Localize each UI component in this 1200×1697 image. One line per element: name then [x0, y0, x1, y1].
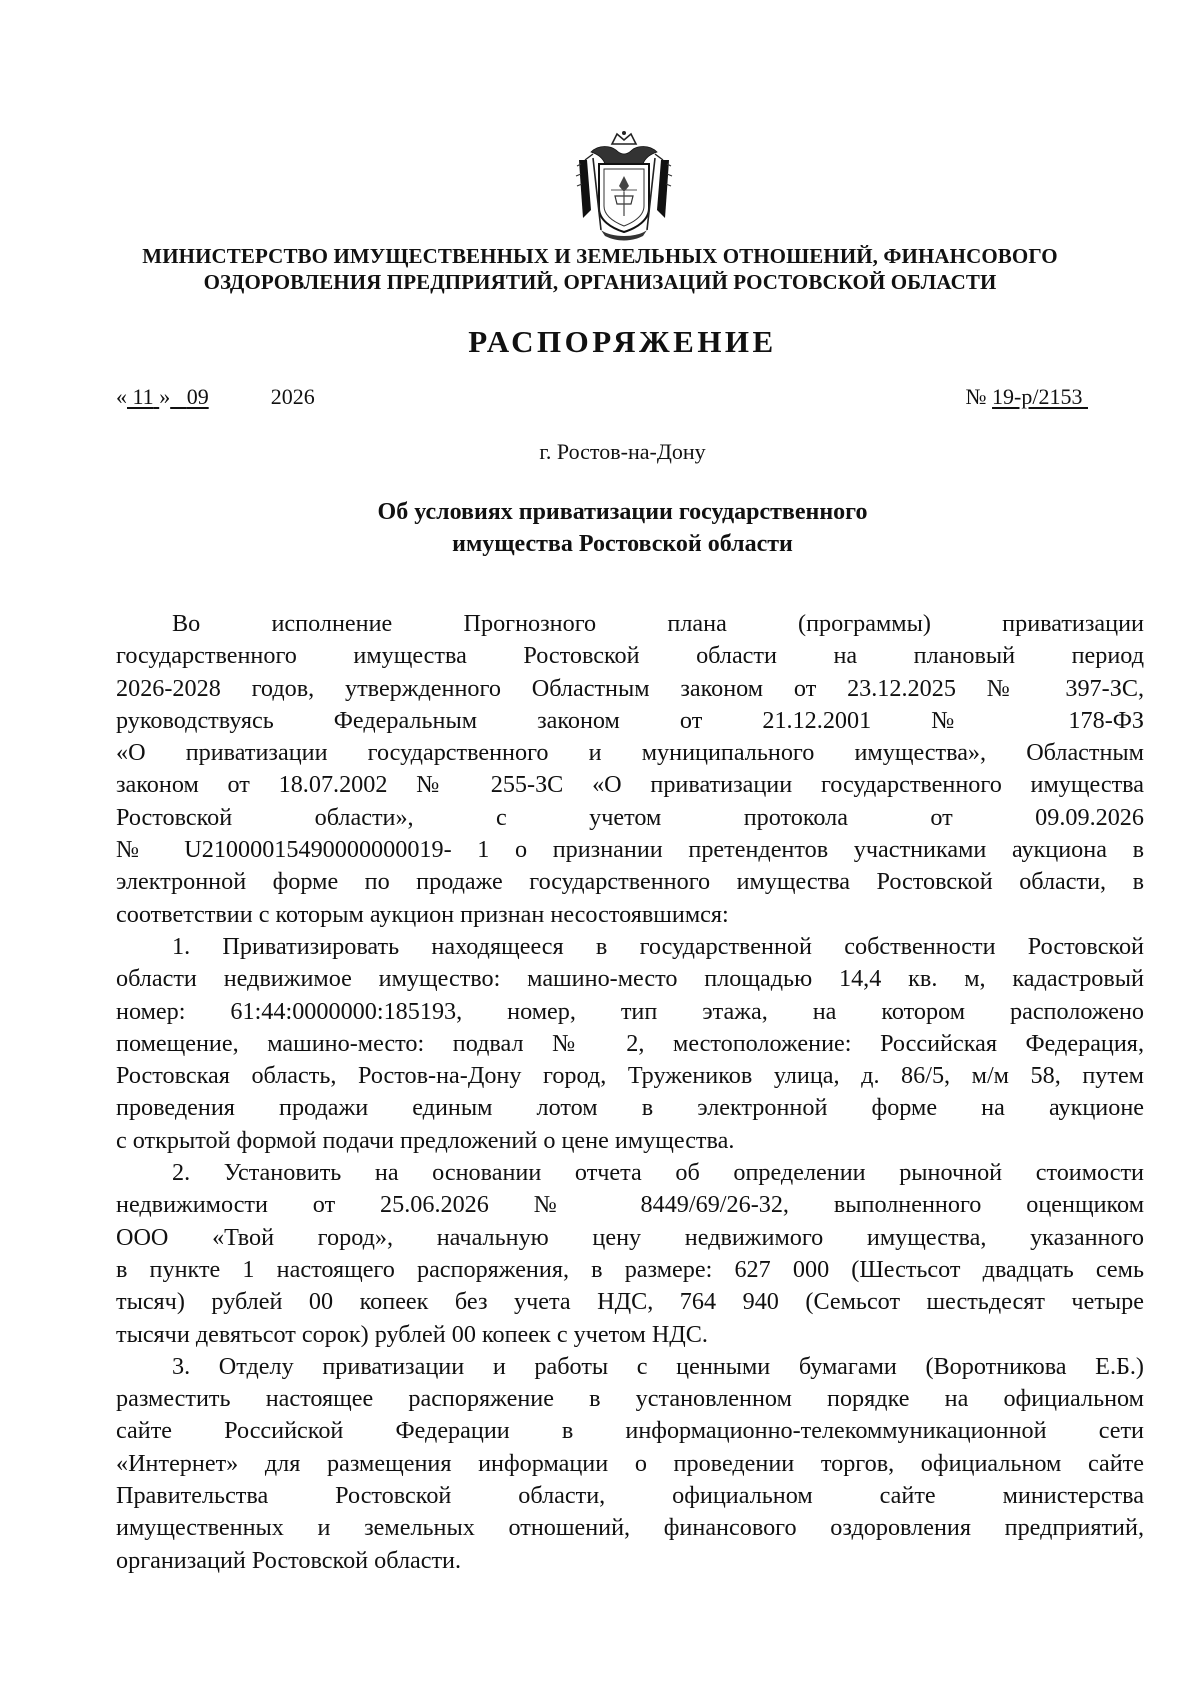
item-1-line: помещение, машино-место: подвал № 2, местоположение: Российская Федерация,	[116, 1029, 1144, 1057]
subject-line2: имущества Ростовской области	[452, 531, 793, 557]
item-1-line: проведения продажи единым лотом в электронной форме на аукционе	[116, 1094, 1144, 1122]
document-body	[116, 608, 1144, 1577]
paragraph-item-1	[116, 931, 1144, 1157]
item-1-line: 1. Приватизировать находящееся в государственной собственности Ростовской	[172, 932, 1144, 960]
preamble-line: 2026-2028 годов, утвержденного Областным законом от 23.12.2025 № 397-ЗС,	[116, 674, 1144, 702]
item-3-line: 3. Отделу приватизации и работы с ценными бумагами (Воротникова Е.Б.)	[172, 1352, 1144, 1380]
paragraph-item-2	[116, 1157, 1144, 1351]
item-2-line: тысяч) рублей 00 копеек без учета НДС, 764 940 (Семьсот шестьдесят четыре	[116, 1288, 1144, 1316]
date-year: 2026	[270, 384, 315, 409]
item-1-line: номер: 61:44:0000000:185193, номер, тип этажа, на котором расположено	[116, 997, 1144, 1025]
ministry-name-line2: ОЗДОРОВЛЕНИЯ ПРЕДПРИЯТИЙ, ОРГАНИЗАЦИЙ РОСТОВСКОЙ ОБЛАСТИ	[203, 270, 997, 294]
number-prefix: №	[965, 384, 987, 409]
date-month: 09	[186, 384, 209, 409]
date-close-quote: »	[159, 384, 171, 409]
preamble-line: государственного имущества Ростовской области на плановый период	[116, 642, 1144, 670]
coat-of-arms-icon	[571, 130, 677, 242]
ministry-name	[80, 243, 1120, 295]
document-city: г. Ростов-на-Дону	[539, 439, 706, 464]
number-value: 19-р/2153	[992, 384, 1083, 409]
date-day: 11	[132, 384, 154, 409]
document-type: РАСПОРЯЖЕНИЕ	[468, 324, 777, 359]
item-2-line: недвижимости от 25.06.2026 № 8449/69/26-32, выполненного оценщиком	[116, 1191, 1144, 1219]
preamble-line: соответствии с которым аукцион признан несостоявшимся:	[116, 900, 729, 928]
preamble-line: Во исполнение Прогнозного плана (программы) приватизации	[172, 610, 1144, 637]
ministry-name-line1: МИНИСТЕРСТВО ИМУЩЕСТВЕННЫХ И ЗЕМЕЛЬНЫХ ОТНОШЕНИЙ, ФИНАНСОВОГО	[142, 244, 1058, 268]
date-open-quote: «	[116, 384, 127, 409]
item-1-line: с открытой формой подачи предложений о цене имущества.	[116, 1126, 735, 1154]
preamble-line: «О приватизации государственного и муниципального имущества», Областным	[116, 739, 1144, 767]
item-1-line: Ростовская область, Ростов-на-Дону город, Тружеников улица, д. 86/5, м/м 58, путем	[116, 1062, 1144, 1090]
paragraph-preamble	[116, 608, 1144, 931]
item-1-line: области недвижимое имущество: машино-место площадью 14,4 кв. м, кадастровый	[116, 965, 1144, 993]
preamble-line: законом от 18.07.2002 № 255-ЗС «О приватизации государственного имущества	[116, 771, 1144, 799]
preamble-line: Ростовской области», с учетом протокола от 09.09.2026	[116, 803, 1144, 831]
document-number	[966, 383, 1088, 411]
item-3-line: имущественных и земельных отношений, финансового оздоровления предприятий,	[116, 1514, 1144, 1542]
preamble-line: № U21000015490000000019- 1 о признании претендентов участниками аукциона в	[116, 836, 1144, 864]
subject-line1: Об условиях приватизации государственного	[377, 499, 868, 525]
item-3-line: «Интернет» для размещения информации о проведении торгов, официальном сайте	[116, 1449, 1144, 1477]
item-3-line: Правительства Ростовской области, официальном сайте министерства	[116, 1482, 1144, 1510]
item-2-line: в пункте 1 настоящего распоряжения, в размере: 627 000 (Шестьсот двадцать семь	[116, 1255, 1144, 1283]
item-2-line: 2. Установить на основании отчета об определении рыночной стоимости	[172, 1159, 1144, 1187]
item-3-line: разместить настоящее распоряжение в установленном порядке на официальном	[116, 1385, 1144, 1413]
preamble-line: руководствуясь Федеральным законом от 21.12.2001 № 178-ФЗ	[116, 706, 1144, 734]
document-subject	[0, 496, 1200, 560]
paragraph-item-3	[116, 1351, 1144, 1577]
preamble-line: электронной форме по продаже государственного имущества Ростовской области, в	[116, 868, 1144, 896]
item-3-line: сайте Российской Федерации в информационно-телекоммуникационной сети	[116, 1417, 1144, 1445]
item-2-line: тысячи девятьсот сорок) рублей 00 копеек с учетом НДС.	[116, 1320, 708, 1348]
document-date	[116, 383, 315, 411]
item-2-line: ООО «Твой город», начальную цену недвижимого имущества, указанного	[116, 1223, 1144, 1251]
item-3-line: организаций Ростовской области.	[116, 1546, 462, 1574]
